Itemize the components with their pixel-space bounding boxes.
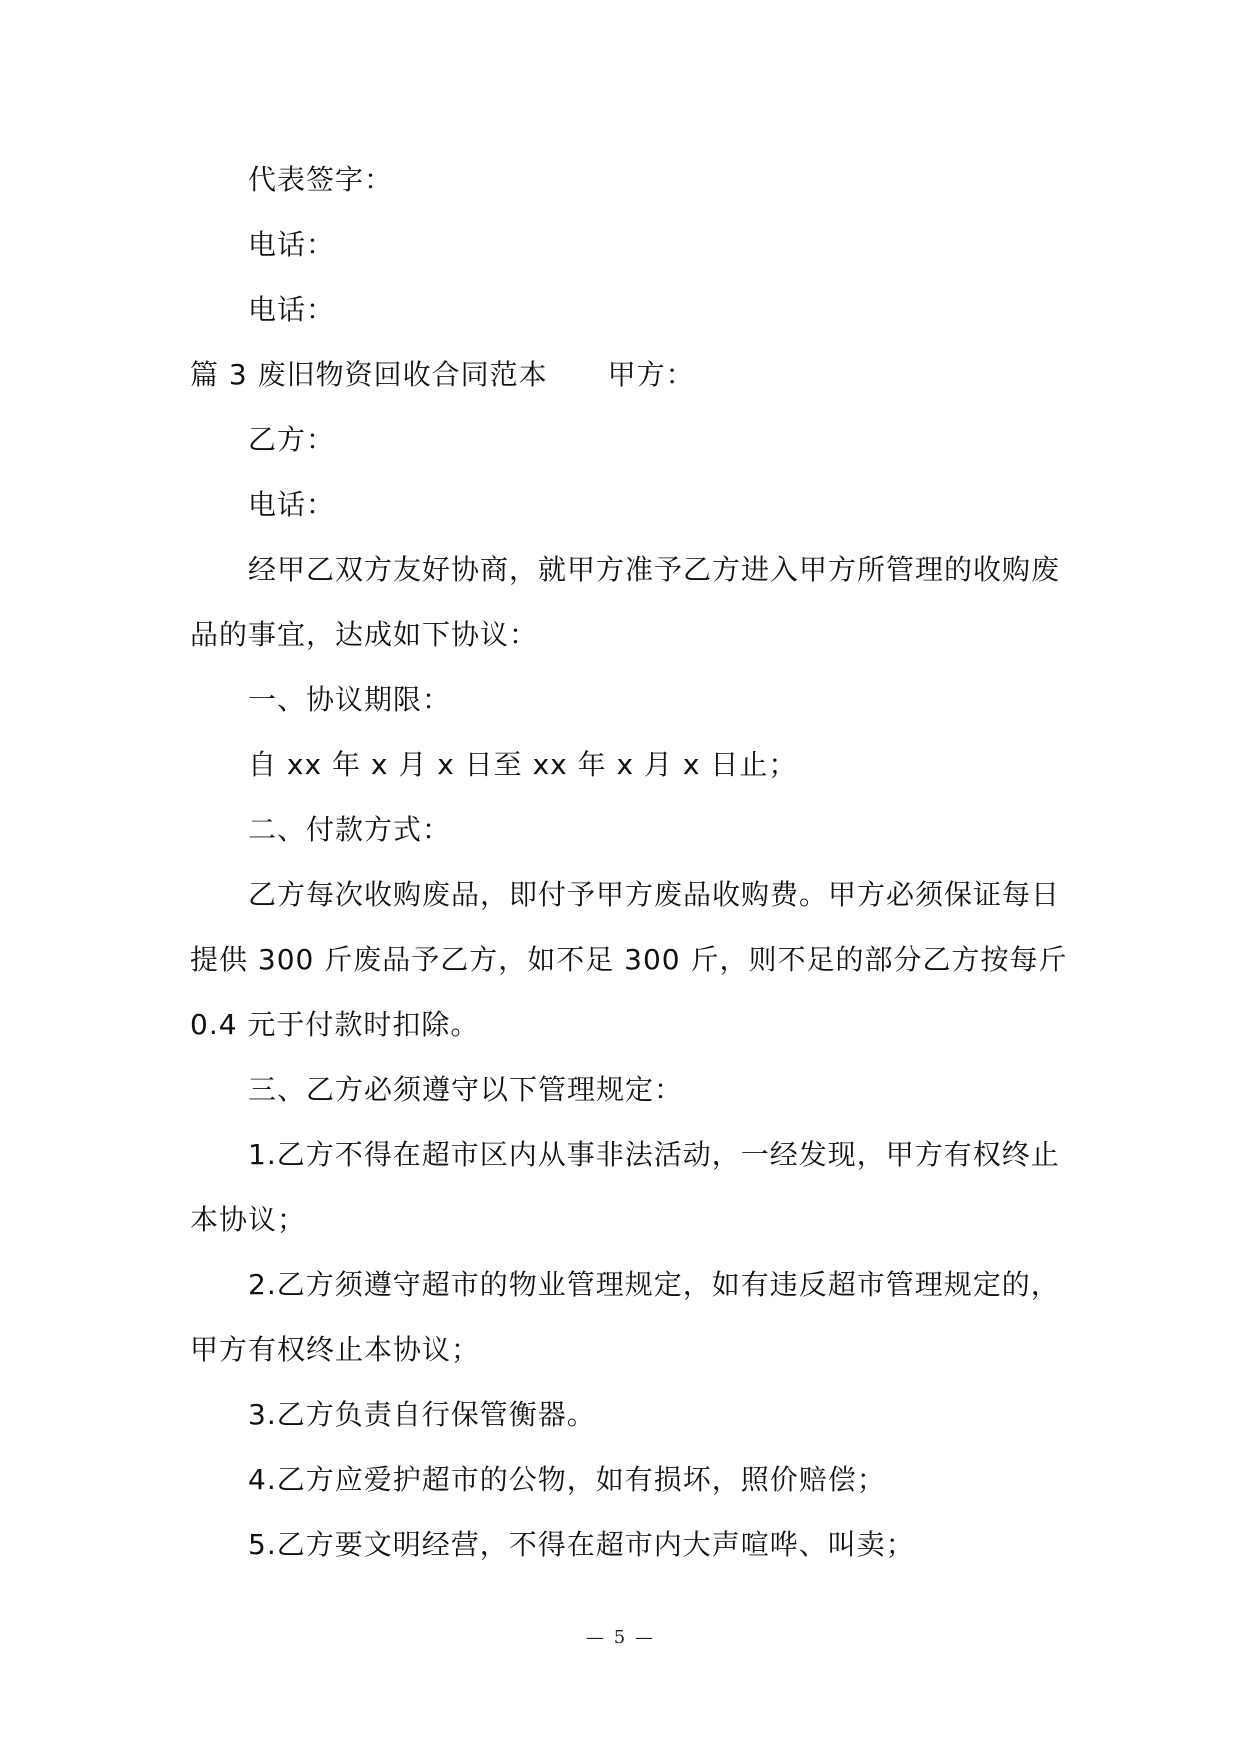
section-title: 篇 3 废旧物资回收合同范本 (190, 358, 548, 391)
phone-label-2: 电话： (248, 293, 336, 326)
paragraph-line: 品的事宜，达成如下协议： (190, 618, 539, 651)
phone-label-3: 电话： (248, 488, 336, 521)
phone-label-1: 电话： (248, 228, 336, 261)
clause-heading: 二、付款方式： (248, 813, 452, 846)
paragraph-line: 自 xx 年 x 月 x 日至 xx 年 x 月 x 日止； (248, 748, 798, 781)
rule-line: 1.乙方不得在超市区内从事非法活动，一经发现，甲方有权终止 (248, 1138, 1060, 1171)
clause-heading: 三、乙方必须遵守以下管理规定： (248, 1073, 684, 1106)
clause-heading: 一、协议期限： (248, 683, 452, 716)
page-number: — 5 — (586, 1627, 655, 1648)
rule-line: 5.乙方要文明经营，不得在超市内大声喧哗、叫卖； (248, 1528, 915, 1561)
signature-label: 代表签字： (248, 163, 394, 196)
rule-line: 4.乙方应爱护超市的公物，如有损坏，照价赔偿； (248, 1463, 886, 1496)
party-b-label: 乙方： (248, 423, 336, 456)
paragraph-line: 提供 300 斤废品予乙方，如不足 300 斤，则不足的部分乙方按每斤 (190, 943, 1068, 976)
rule-line: 甲方有权终止本协议； (190, 1333, 481, 1366)
paragraph-line: 0.4 元于付款时扣除。 (190, 1008, 480, 1041)
section-title-row (190, 357, 695, 393)
paragraph-line: 乙方每次收购废品，即付予甲方废品收购费。甲方必须保证每日 (248, 878, 1061, 911)
rule-line: 2.乙方须遵守超市的物业管理规定，如有违反超市管理规定的， (248, 1268, 1060, 1301)
party-a-label: 甲方： (607, 358, 695, 391)
rule-line: 3.乙方负责自行保管衡器。 (248, 1398, 596, 1431)
rule-line: 本协议； (190, 1203, 307, 1236)
paragraph-line: 经甲乙双方友好协商，就甲方准予乙方进入甲方所管理的收购废 (248, 553, 1061, 586)
